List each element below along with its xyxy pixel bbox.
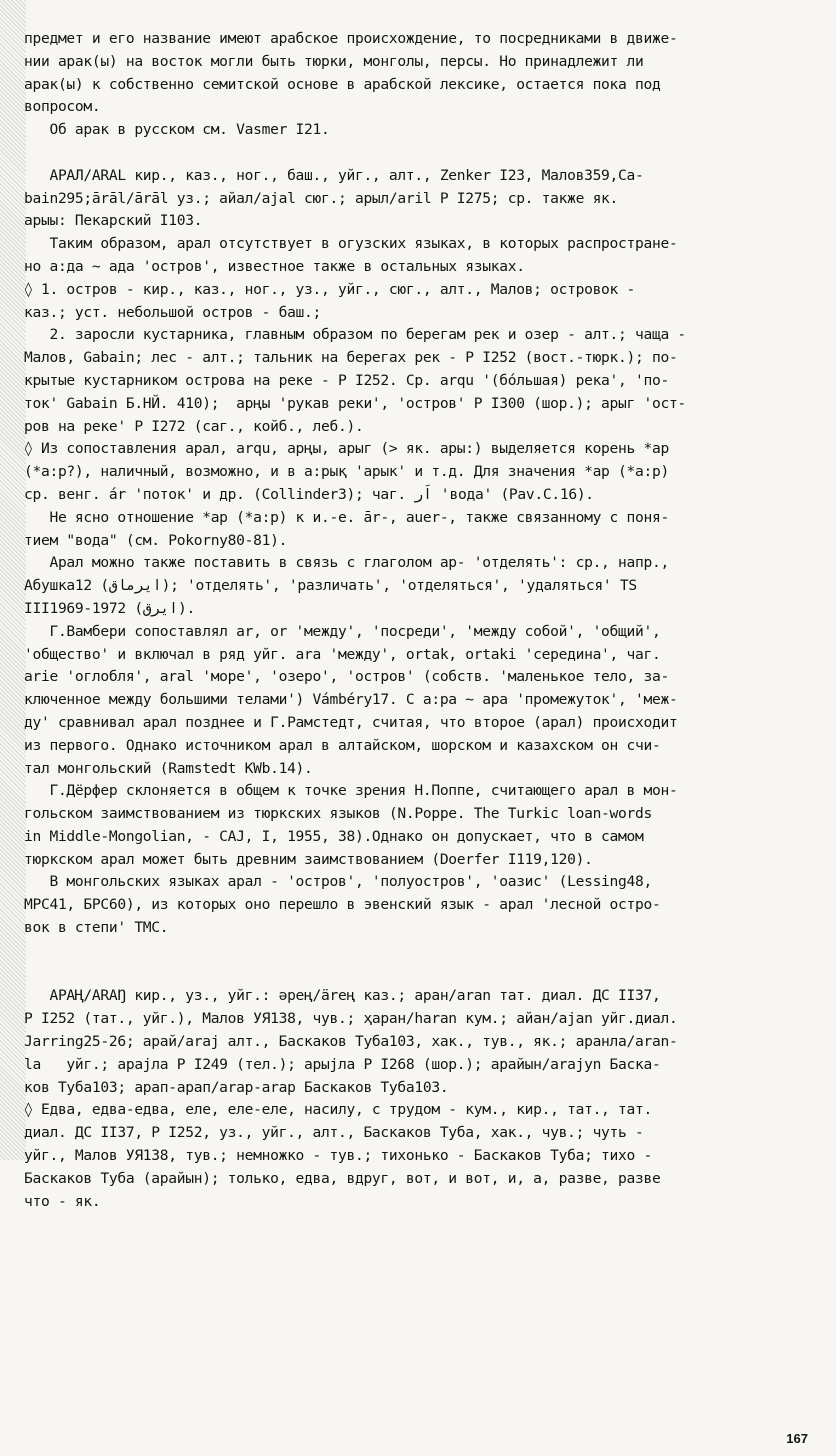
text-line: P I252 (тат., уйг.), Малов УЯ138, чув.; ҳаран/haran кум.; айан/ajan уйг.диал. <box>24 1010 678 1028</box>
text-line: тюркском арал может быть древним заимствованием (Doerfer I119,120). <box>24 850 593 868</box>
text-line <box>24 142 830 165</box>
text-line: арыы: Пекарский I103. <box>24 212 203 230</box>
scan-gutter-shading <box>0 0 26 1160</box>
text-line: Малов, Gabain; лес - алт.; тальник на берегах рек - P I252 (вост.-тюрк.); по- <box>24 349 678 367</box>
text-line: предмет и его название имеют арабское происхождение, то посредниками в движе- <box>24 30 678 47</box>
text-line: 2. заросли кустарника, главным образом по берегам рек и озер - алт.; чаща - <box>24 326 686 344</box>
text-line: Арал можно также поставить в связь с глаголом ар- 'отделять': ср., напр., <box>24 554 669 572</box>
text-line: ток' Gabain Б.НЙ. 410); арңы 'рукав реки', 'остров' P I300 (шор.); арыг 'ост- <box>24 394 686 412</box>
text-line: ◊ Едва, едва-едва, еле, еле-еле, насилу, с трудом - кум., кир., тат., тат. <box>24 1101 652 1119</box>
text-line <box>24 940 830 963</box>
text-line: ков Туба103; арап-арап/arap-arap Баскаков Туба103. <box>24 1078 449 1096</box>
text-line: Г.Вамбери сопоставлял ar, or 'между', 'посреди', 'между собой', 'общий', <box>24 622 661 640</box>
text-line: ◊ 1. остров - кир., каз., ног., уз., уйг., сюг., алт., Малов; островок - <box>24 280 636 298</box>
text-line: Баскаков Туба (арайын); только, едва, вдруг, вот, и вот, и, а, разве, разве <box>24 1169 661 1187</box>
text-line: arie 'оглобля', aral 'море', 'озеро', 'остров' (собств. 'маленькое тело, за- <box>24 668 669 686</box>
text-line: крытые кустарником острова на реке - P I252. Ср. arqu '(бо́льшая) река', 'по- <box>24 371 669 389</box>
text-line: из первого. Однако источником арал в алтайском, шорском и казахском он счи- <box>24 736 661 754</box>
text-line: Абушка12 (ايرماق); 'отделять', 'различать', 'отделяться', 'удаляться' TS <box>24 577 637 595</box>
page-number: 167 <box>786 1431 808 1446</box>
text-line: bain295;ārāl/ārāl уз.; айал/ajal сюг.; арыл/aril P I275; ср. также як. <box>24 189 619 207</box>
text-line: in Middle-Mongolian, - CAJ, I, 1955, 38).Однако он допускает, что в самом <box>24 827 644 845</box>
body-text <box>24 28 830 1213</box>
text-line: каз.; уст. небольшой остров - баш.; <box>24 303 322 321</box>
text-line <box>24 963 830 986</box>
text-line: ◊ Из сопоставления арал, arqu, арңы, арыг (> як. ары:) выделяется корень *ар <box>24 440 669 458</box>
text-line: (*а:р?), наличный, возможно, и в а:рық 'арык' и т.д. Для значения *ар (*а:р) <box>24 463 669 481</box>
text-line: что - як. <box>24 1192 101 1210</box>
text-line: диал. ДС II37, P I252, уз., уйг., алт., Баскаков Туба, хак., чув.; чуть - <box>24 1124 644 1142</box>
text-line: тием "вода" (см. Pokorny80-81). <box>24 531 288 549</box>
text-line: вопросом. <box>24 98 101 116</box>
text-line: уйг., Малов УЯ138, тув.; немножко - тув.; тихонько - Баскаков Туба; тихо - <box>24 1147 652 1165</box>
text-line: ср. венг. ár 'поток' и др. (Collinder3); чаг. اَر 'вода' (Pav.C.16). <box>24 485 594 503</box>
text-line: la уйг.; арајла P I249 (тел.); арыјла P I268 (шор.); арайын/arajyn Баска- <box>24 1055 661 1073</box>
text-line: вок в степи' ТМС. <box>24 919 169 937</box>
text-line: ду' сравнивал арал позднее и Г.Рамстедт, считая, что второе (арал) происходит <box>24 713 678 731</box>
text-line: ключенное между большими телами') Vámbéry17. С а:ра ~ ара 'промежуток', 'меж- <box>24 691 678 709</box>
text-line: арак(ы) к собственно семитской основе в арабской лексике, остается пока под <box>24 75 661 93</box>
text-line: но а:да ~ ада 'остров', известное также в остальных языках. <box>24 257 525 275</box>
text-line: Об арак в русском см. Vasmer I21. <box>24 121 330 139</box>
text-line: Таким образом, арал отсутствует в огузских языках, в которых распростране- <box>24 235 678 253</box>
text-line: Не ясно отношение *ар (*а:р) к и.-е. ār-, auer-, также связанному с поня- <box>24 508 669 526</box>
text-line: В монгольских языках арал - 'остров', 'полуостров', 'оазис' (Lessing48, <box>24 873 652 891</box>
text-line: ров на реке' P I272 (саг., койб., леб.). <box>24 417 364 435</box>
text-line: III1969-1972 (ايرق). <box>24 599 195 617</box>
text-line: МРС41, БРС60), из которых оно перешло в эвенский язык - арал 'лесной остро- <box>24 896 661 914</box>
text-line: тал монгольский (Ramstedt KWb.14). <box>24 759 313 777</box>
text-line: АРАЛ/ARAL кир., каз., ног., баш., уйг., алт., Zenker I23, Малов359,Ca- <box>24 166 644 184</box>
text-line: гольском заимствованием из тюркских языков (N.Poppe. The Turkic loan-words <box>24 805 652 823</box>
text-line: нии арак(ы) на восток могли быть тюрки, монголы, персы. Но принадлежит ли <box>24 52 644 70</box>
text-line: 'общество' и включал в ряд уйг. ara 'между', ortak, ortaki 'середина', чаг. <box>24 645 661 663</box>
text-line: Jarring25-26; арай/araj алт., Баскаков Туба103, хак., тув., як.; аранла/aran- <box>24 1033 678 1051</box>
text-line: Г.Дёрфер склоняется в общем к точке зрения Н.Поппе, считающего арал в мон- <box>24 782 678 800</box>
text-line: АРАҢ/ARAŊ кир., уз., уйг.: әрең/ärең каз.; аран/aran тат. диал. ДС II37, <box>24 987 661 1005</box>
